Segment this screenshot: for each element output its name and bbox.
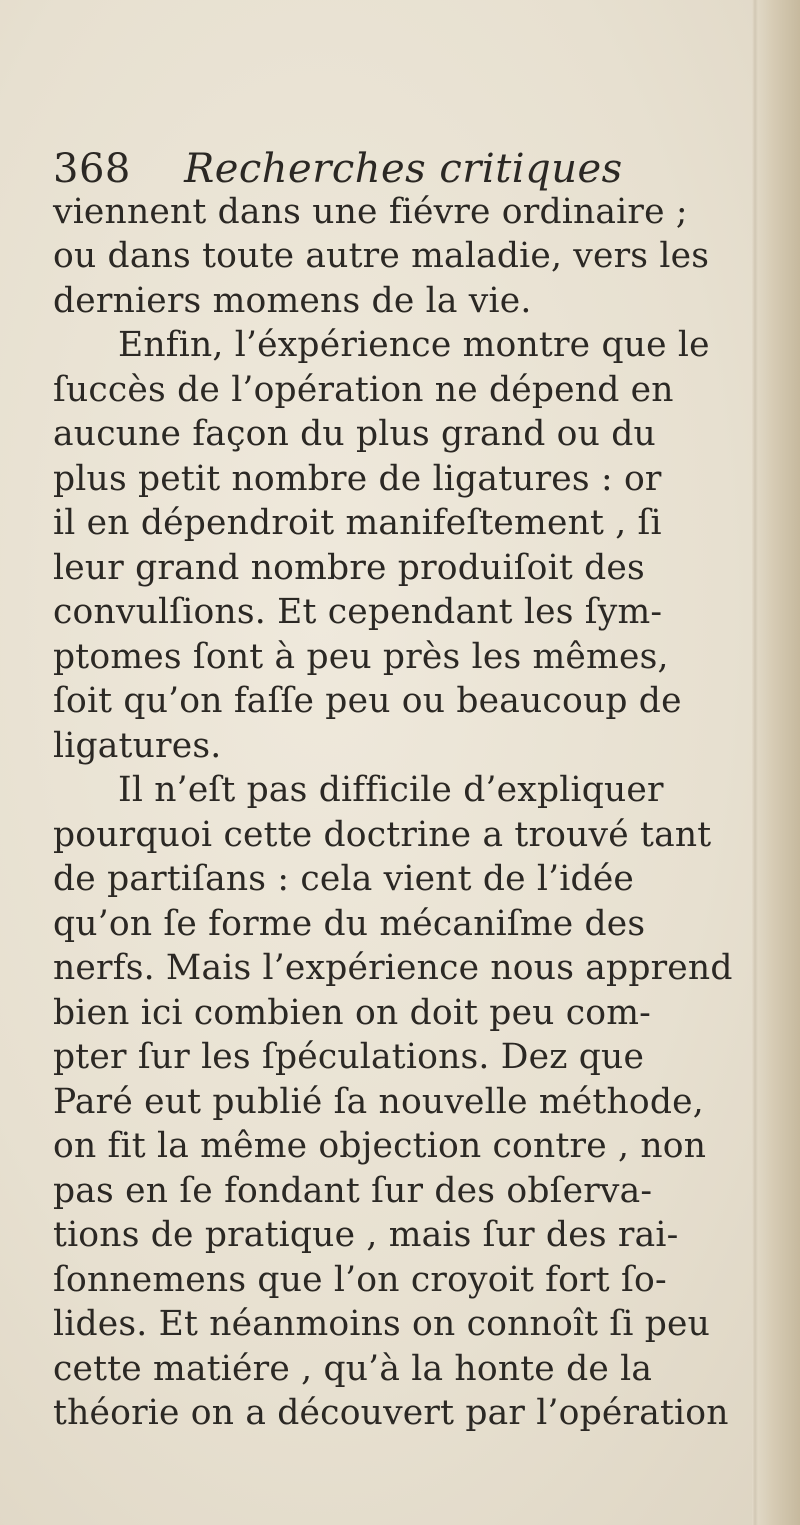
- page-edge: [752, 0, 800, 1525]
- page-edge-shadow: [752, 0, 758, 1525]
- text-line: ſoit qu’on faſſe peu ou beaucoup de: [53, 681, 682, 721]
- running-title: Recherches critiques: [184, 146, 623, 192]
- text-line: Paré eut publié ſa nouvelle méthode,: [53, 1082, 704, 1122]
- text-line: bien ici combien on doit peu com-: [53, 993, 652, 1033]
- text-line: pourquoi cette doctrine a trouvé tant: [53, 815, 712, 855]
- text-line: plus petit nombre de ligatures : or: [53, 459, 662, 499]
- text-line: pter ſur les ſpéculations. Dez que: [53, 1037, 645, 1077]
- page-number: 368: [53, 146, 131, 192]
- text-line: viennent dans une fiévre ordinaire ;: [53, 192, 688, 232]
- text-line: aucune façon du plus grand ou du: [53, 414, 656, 454]
- text-line: il en dépendroit manifeſtement , ſi: [53, 503, 662, 543]
- text-line: ligatures.: [53, 726, 222, 766]
- text-line: qu’on ſe forme du mécaniſme des: [53, 904, 646, 944]
- text-line: on fit la même objection contre , non: [53, 1126, 707, 1166]
- text-line: ſonnemens que l’on croyoit fort ſo-: [53, 1260, 667, 1300]
- paragraph-start-line: Enfin, l’éxpérience montre que le: [118, 325, 710, 365]
- running-header: [53, 146, 623, 192]
- text-line: convulſions. Et cependant les ſym-: [53, 592, 663, 632]
- text-line: de partiſans : cela vient de l’idée: [53, 859, 635, 899]
- paragraph-start-line: Il n’eſt pas difficile d’expliquer: [118, 770, 664, 810]
- text-line: théorie on a découvert par l’opération: [53, 1393, 729, 1433]
- text-line: ptomes ſont à peu près les mêmes,: [53, 637, 669, 677]
- text-line: lides. Et néanmoins on connoît ſi peu: [53, 1304, 711, 1344]
- text-line: pas en ſe fondant ſur des obſerva-: [53, 1171, 653, 1211]
- text-line: tions de pratique , mais ſur des rai-: [53, 1215, 679, 1255]
- text-line: leur grand nombre produiſoit des: [53, 548, 645, 588]
- text-line: derniers momens de la vie.: [53, 281, 532, 321]
- text-line: cette matiére , qu’à la honte de la: [53, 1349, 653, 1389]
- text-line: nerfs. Mais l’expérience nous apprend: [53, 948, 733, 988]
- text-line: ou dans toute autre maladie, vers les: [53, 236, 710, 276]
- text-line: ſuccès de l’opération ne dépend en: [53, 370, 674, 410]
